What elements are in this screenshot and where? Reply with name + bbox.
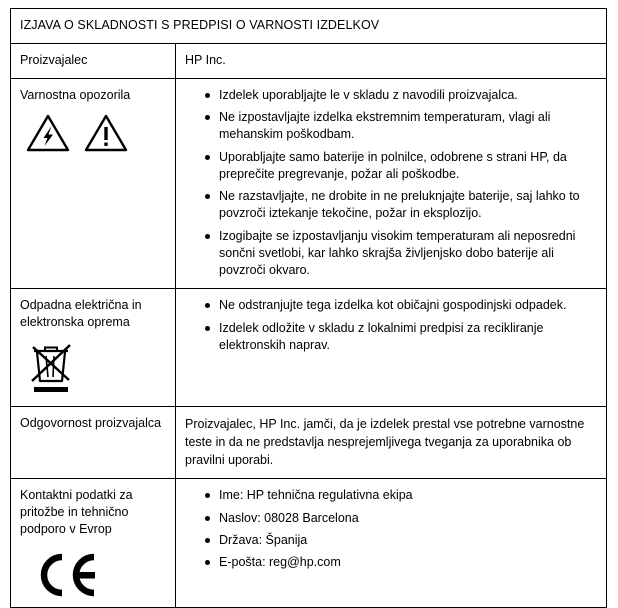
weee-label: Odpadna električna in elektronska oprema xyxy=(20,298,142,330)
list-item: Ime: HP tehnična regulativna ekipa xyxy=(205,487,597,504)
crossed-out-wheelie-bin-icon xyxy=(28,339,74,397)
list-item: Izdelek odložite v skladu z lokalnimi predpisi za recikliranje elektronskih naprav. xyxy=(205,320,597,355)
list-item: Naslov: 08028 Barcelona xyxy=(205,510,597,527)
safety-warnings-cell xyxy=(11,78,176,289)
list-item: Ne izpostavljajte izdelka ekstremnim temperaturam, vlagi ali mehanskim poškodbam. xyxy=(205,109,597,144)
safety-warnings-content xyxy=(176,78,607,289)
list-item: Uporabljajte samo baterije in polnilce, odobrene s strani HP, da preprečite pregrevanje, požar ali poškodbe. xyxy=(205,149,597,184)
table-row-title xyxy=(11,9,607,44)
table-row-manufacturer xyxy=(11,43,607,78)
manufacturer-value: HP Inc. xyxy=(176,43,607,78)
table-row-weee xyxy=(11,289,607,407)
ce-marking-icon xyxy=(32,552,106,598)
document-title: IZJAVA O SKLADNOSTI S PREDPISI O VARNOSTI IZDELKOV xyxy=(11,9,607,44)
contact-cell xyxy=(11,479,176,608)
table-row-contact xyxy=(11,479,607,608)
general-warning-icon xyxy=(84,114,128,152)
contact-content xyxy=(176,479,607,608)
weee-list xyxy=(185,297,597,354)
compliance-declaration-table xyxy=(10,8,607,608)
contact-list xyxy=(185,487,597,571)
list-item: E-pošta: reg@hp.com xyxy=(205,554,597,571)
responsibility-content xyxy=(176,407,607,479)
manufacturer-label: Proizvajalec xyxy=(11,43,176,78)
table-row-responsibility xyxy=(11,407,607,479)
list-item: Ne razstavljajte, ne drobite in ne preluknjajte baterije, saj lahko to povzroči iztekanje tekočine, požar in eksplozijo. xyxy=(205,188,597,223)
contact-label: Kontaktni podatki za pritožbe in tehnično podporo v Evrop xyxy=(20,488,133,537)
responsibility-label: Odgovornost proizvajalca xyxy=(11,407,176,479)
safety-warnings-list xyxy=(185,87,597,280)
list-item: Izogibajte se izpostavljanju visokim temperaturam ali neposredni sončni svetlobi, kar lahko skrajša življenjsko dobo baterije ali povzroči okvaro. xyxy=(205,228,597,280)
safety-warnings-label: Varnostna opozorila xyxy=(20,87,131,102)
list-item: Država: Španija xyxy=(205,532,597,549)
weee-cell xyxy=(11,289,176,407)
high-voltage-warning-icon xyxy=(26,114,70,152)
safety-warning-icons xyxy=(26,114,166,152)
weee-content xyxy=(176,289,607,407)
table-row-safety-warnings xyxy=(11,78,607,289)
list-item: Ne odstranjujte tega izdelka kot običajni gospodinjski odpadek. xyxy=(205,297,597,314)
list-item: Izdelek uporabljajte le v skladu z navodili proizvajalca. xyxy=(205,87,597,104)
responsibility-value: Proizvajalec, HP Inc. jamči, da je izdelek prestal vse potrebne varnostne teste in da ne predstavlja nesprejemljivega tveganja za uporabnika ob pravilni uporabi. xyxy=(185,417,585,468)
